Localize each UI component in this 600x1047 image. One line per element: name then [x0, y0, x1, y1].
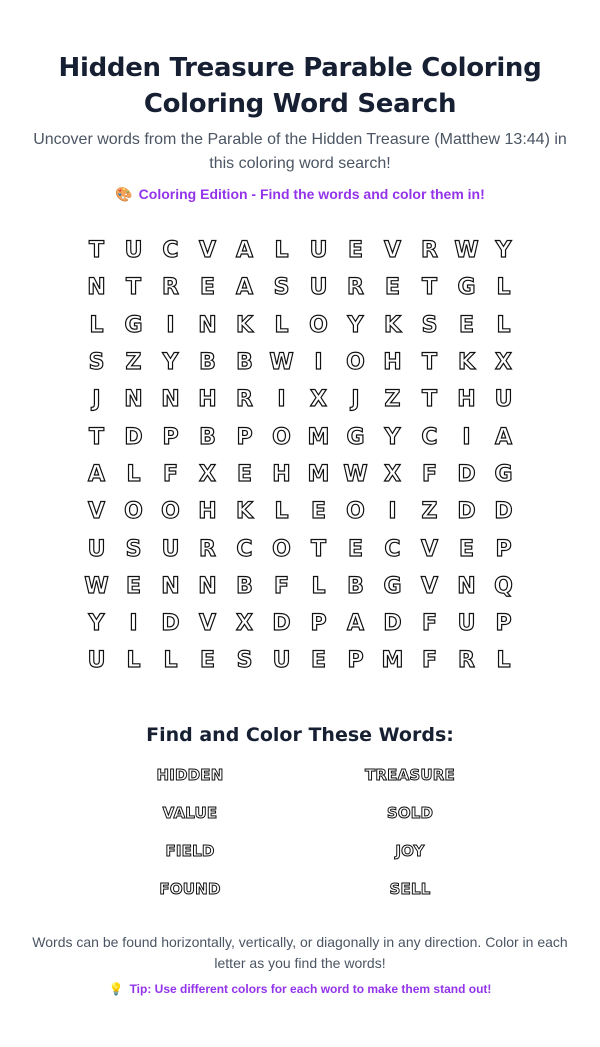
grid-cell[interactable]: S	[236, 648, 253, 674]
lightbulb-icon: 💡	[108, 981, 124, 996]
grid-cell[interactable]: M	[381, 648, 404, 674]
grid-cell[interactable]: S	[273, 275, 290, 301]
word-list-item: FOUND	[159, 879, 221, 898]
grid-cell[interactable]: X	[310, 387, 327, 413]
grid-cell[interactable]: U	[124, 238, 143, 264]
grid-cell[interactable]: U	[161, 536, 180, 562]
grid-cell[interactable]: E	[347, 238, 364, 264]
grid-cell[interactable]: P	[495, 611, 512, 637]
grid-cell[interactable]: L	[274, 312, 289, 338]
grid-cell[interactable]: G	[457, 275, 476, 301]
grid-cell[interactable]: L	[496, 275, 511, 301]
grid-cell[interactable]: X	[236, 611, 253, 637]
grid-cell[interactable]: N	[161, 573, 180, 599]
word-search-grid[interactable]	[78, 232, 522, 680]
grid-cell[interactable]: O	[346, 350, 365, 376]
grid-cell[interactable]: L	[163, 648, 178, 674]
grid-cell[interactable]: J	[351, 387, 360, 413]
grid-cell[interactable]: B	[199, 424, 216, 450]
grid-cell[interactable]: E	[384, 275, 401, 301]
grid-cell[interactable]: N	[198, 573, 217, 599]
grid-cell[interactable]: L	[496, 648, 511, 674]
grid-cell[interactable]: P	[347, 648, 364, 674]
grid-cell[interactable]: G	[494, 461, 513, 487]
grid-cell[interactable]: P	[236, 424, 253, 450]
word-list-title: Find and Color These Words:	[146, 723, 454, 746]
grid-cell[interactable]: E	[310, 499, 327, 525]
grid-cell[interactable]: C	[236, 536, 253, 562]
grid-cell[interactable]: P	[495, 536, 512, 562]
grid-cell[interactable]: G	[383, 573, 402, 599]
grid-cell[interactable]: F	[421, 648, 438, 674]
grid-cell[interactable]: I	[462, 424, 471, 450]
grid-cell[interactable]: U	[494, 387, 513, 413]
grid-cell[interactable]: Z	[384, 387, 401, 413]
grid-cell[interactable]: R	[236, 387, 253, 413]
grid-cell[interactable]: W	[454, 238, 479, 264]
grid-cell[interactable]: X	[384, 461, 401, 487]
grid-cell[interactable]: D	[494, 499, 513, 525]
grid-cell[interactable]: O	[272, 536, 291, 562]
edition-label: Coloring Edition - Find the words and color them in!	[138, 186, 485, 202]
grid-cell[interactable]: N	[87, 275, 106, 301]
grid-cell[interactable]: V	[420, 536, 439, 562]
grid-cell[interactable]: M	[307, 424, 330, 450]
grid-cell[interactable]: L	[311, 573, 326, 599]
grid-cell[interactable]: K	[235, 499, 254, 525]
grid-cell[interactable]: T	[421, 387, 437, 413]
grid-cell[interactable]: N	[161, 387, 180, 413]
word-list-item: SELL	[389, 879, 431, 898]
grid-cell[interactable]: U	[87, 536, 106, 562]
grid-cell[interactable]: F	[162, 461, 179, 487]
grid-cell[interactable]: O	[309, 312, 328, 338]
grid-cell[interactable]: X	[199, 461, 216, 487]
palette-icon: 🎨	[115, 186, 133, 202]
page-title: Hidden Treasure Parable Coloring Coloring Word Search	[58, 53, 542, 119]
grid-cell[interactable]: R	[162, 275, 179, 301]
tip-text: Tip: Use different colors for each word to make them stand out!	[129, 981, 492, 996]
grid-cell[interactable]: H	[198, 387, 217, 413]
grid-cell[interactable]: I	[166, 312, 175, 338]
grid-cell[interactable]: U	[272, 648, 291, 674]
grid-cell[interactable]: D	[161, 611, 180, 637]
word-list-item: FIELD	[165, 841, 215, 860]
grid-cell[interactable]: O	[346, 499, 365, 525]
grid-cell[interactable]: E	[458, 312, 475, 338]
grid-cell[interactable]: Y	[88, 611, 105, 637]
grid-cell[interactable]: Y	[347, 312, 364, 338]
grid-cell[interactable]: T	[421, 350, 437, 376]
grid-cell[interactable]: O	[124, 499, 143, 525]
grid-cell[interactable]: V	[383, 238, 402, 264]
grid-cell[interactable]: T	[88, 424, 104, 450]
grid-cell[interactable]: U	[309, 275, 328, 301]
grid-cell[interactable]: E	[310, 648, 327, 674]
grid-cell[interactable]: A	[494, 424, 513, 450]
grid-cell[interactable]: Z	[421, 499, 438, 525]
grid-cell[interactable]: E	[458, 536, 475, 562]
grid-cell[interactable]: V	[198, 238, 217, 264]
grid-cell[interactable]: Z	[125, 350, 142, 376]
grid-cell[interactable]: W	[269, 350, 294, 376]
grid-cell[interactable]: N	[124, 387, 143, 413]
grid-cell[interactable]: K	[457, 350, 476, 376]
grid-cell[interactable]: V	[420, 573, 439, 599]
grid-cell[interactable]: V	[198, 611, 217, 637]
grid-cell[interactable]: C	[421, 424, 438, 450]
grid-cell[interactable]: M	[307, 461, 330, 487]
grid-cell[interactable]: L	[496, 312, 511, 338]
grid-cell[interactable]: K	[235, 312, 254, 338]
grid-cell[interactable]: T	[310, 536, 326, 562]
grid-cell[interactable]: W	[343, 461, 368, 487]
grid-cell[interactable]: P	[162, 424, 179, 450]
grid-cell[interactable]: L	[89, 312, 104, 338]
grid-cell[interactable]: H	[272, 461, 291, 487]
grid-cell[interactable]: E	[236, 461, 253, 487]
grid-cell[interactable]: Y	[495, 238, 512, 264]
grid-cell[interactable]: F	[273, 573, 290, 599]
grid-cell[interactable]: R	[347, 275, 364, 301]
grid-cell[interactable]: U	[309, 238, 328, 264]
page-subtitle: Uncover words from the Parable of the Hidden Treasure (Matthew 13:44) in this coloring word search!	[33, 131, 567, 172]
grid-cell[interactable]: O	[161, 499, 180, 525]
grid-cell[interactable]: D	[383, 611, 402, 637]
grid-cell[interactable]: A	[346, 611, 365, 637]
grid-cell[interactable]: E	[199, 275, 216, 301]
grid-cell[interactable]: D	[457, 461, 476, 487]
grid-cell[interactable]: Q	[494, 573, 513, 599]
grid-cell[interactable]: D	[457, 499, 476, 525]
grid-cell[interactable]: B	[199, 350, 216, 376]
grid-cell[interactable]: R	[199, 536, 216, 562]
grid-cell[interactable]: Y	[162, 350, 179, 376]
grid-cell[interactable]: D	[124, 424, 143, 450]
grid-cell[interactable]: L	[126, 648, 141, 674]
grid-cell[interactable]: D	[272, 611, 291, 637]
grid-cell[interactable]: W	[84, 573, 109, 599]
grid-cell[interactable]: L	[274, 238, 289, 264]
grid-cell[interactable]: Y	[384, 424, 401, 450]
grid-cell[interactable]: L	[126, 461, 141, 487]
grid-cell[interactable]: I	[129, 611, 138, 637]
grid-cell[interactable]: B	[347, 573, 364, 599]
grid-cell[interactable]: G	[346, 424, 365, 450]
grid-cell[interactable]: A	[235, 238, 254, 264]
grid-cell[interactable]: F	[421, 611, 438, 637]
grid-cell[interactable]: P	[310, 611, 327, 637]
word-list-item: JOY	[395, 841, 425, 860]
word-list-item: HIDDEN	[156, 765, 224, 784]
grid-cell[interactable]: R	[458, 648, 475, 674]
word-list-item: SOLD	[386, 803, 434, 822]
grid-cell[interactable]: N	[457, 573, 476, 599]
grid-cell[interactable]: A	[235, 275, 254, 301]
word-list-item: VALUE	[162, 803, 218, 822]
grid-cell[interactable]: K	[383, 312, 402, 338]
grid-cell[interactable]: F	[421, 461, 438, 487]
grid-cell[interactable]: B	[236, 573, 253, 599]
grid-cell[interactable]: B	[236, 350, 253, 376]
word-list	[80, 766, 520, 898]
grid-cell[interactable]: T	[421, 275, 437, 301]
grid-cell[interactable]: I	[277, 387, 286, 413]
tip-banner	[12, 982, 588, 996]
grid-cell[interactable]: U	[457, 611, 476, 637]
grid-cell[interactable]: C	[384, 536, 401, 562]
grid-cell[interactable]: R	[421, 238, 438, 264]
grid-cell[interactable]: A	[87, 461, 106, 487]
grid-cell[interactable]: H	[198, 499, 217, 525]
word-list-item: TREASURE	[364, 765, 456, 784]
grid-cell[interactable]: I	[314, 350, 323, 376]
grid-cell[interactable]: N	[198, 312, 217, 338]
grid-cell[interactable]: H	[457, 387, 476, 413]
grid-cell[interactable]: E	[125, 573, 142, 599]
grid-cell[interactable]: U	[87, 648, 106, 674]
grid-cell[interactable]: L	[274, 499, 289, 525]
grid-cell[interactable]: E	[347, 536, 364, 562]
grid-cell[interactable]: T	[125, 275, 141, 301]
instructions-text: Words can be found horizontally, vertically, or diagonally in any direction. Color in each letter as you find the words!	[32, 933, 568, 971]
grid-cell[interactable]: O	[272, 424, 291, 450]
grid-cell[interactable]: S	[125, 536, 142, 562]
grid-cell[interactable]: V	[87, 499, 106, 525]
grid-cell[interactable]: E	[199, 648, 216, 674]
grid-cell[interactable]: H	[383, 350, 402, 376]
grid-cell[interactable]: T	[88, 238, 104, 264]
edition-banner	[12, 184, 588, 204]
grid-cell[interactable]: C	[162, 238, 179, 264]
grid-cell[interactable]: J	[92, 387, 101, 413]
grid-cell[interactable]: G	[124, 312, 143, 338]
grid-cell[interactable]: I	[388, 499, 397, 525]
grid-cell[interactable]: X	[495, 350, 512, 376]
grid-cell[interactable]: S	[421, 312, 438, 338]
grid-cell[interactable]: S	[88, 350, 105, 376]
